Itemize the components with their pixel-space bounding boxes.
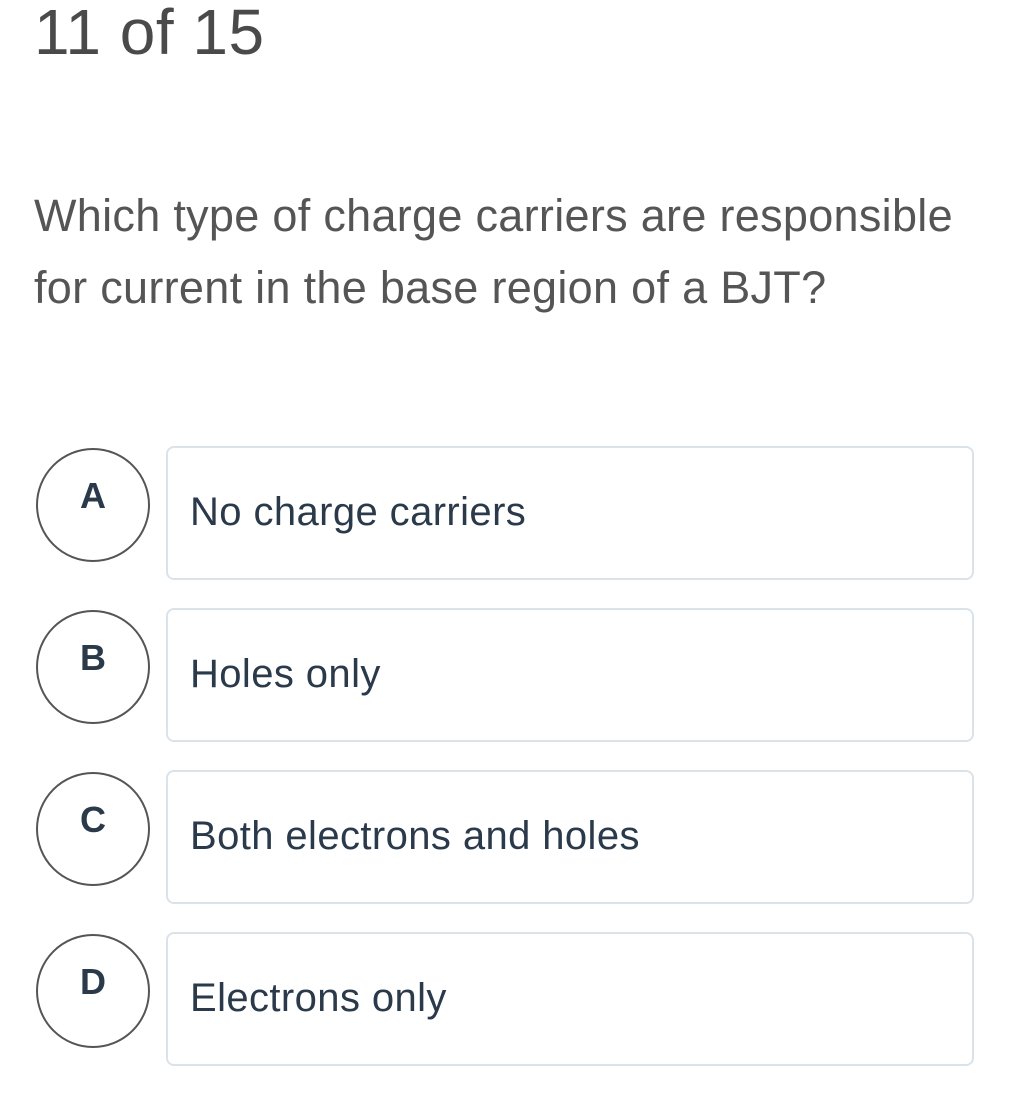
option-c[interactable] <box>0 770 1010 910</box>
option-c-letter: C <box>80 799 106 840</box>
option-a-box[interactable] <box>166 446 974 580</box>
option-b-box[interactable] <box>166 608 974 742</box>
option-c-text: Both electrons and holes <box>190 814 640 858</box>
option-a-letter-circle[interactable] <box>36 448 150 562</box>
option-d[interactable] <box>0 932 1010 1072</box>
option-b-letter: B <box>80 637 106 678</box>
option-c-letter-circle[interactable] <box>36 772 150 886</box>
option-b-text: Holes only <box>190 652 381 696</box>
question-counter: 11 of 15 <box>34 0 265 68</box>
option-c-box[interactable] <box>166 770 974 904</box>
option-a-text: No charge carriers <box>190 490 527 534</box>
option-d-letter-circle[interactable] <box>36 934 150 1048</box>
option-d-letter: D <box>80 961 106 1002</box>
option-b[interactable] <box>0 608 1010 748</box>
option-d-text: Electrons only <box>190 976 447 1020</box>
option-b-letter-circle[interactable] <box>36 610 150 724</box>
option-a[interactable] <box>0 446 1010 586</box>
option-d-box[interactable] <box>166 932 974 1066</box>
question-text: Which type of charge carriers are responsible for current in the base region of a BJT? <box>34 190 953 313</box>
option-a-letter: A <box>80 475 106 516</box>
